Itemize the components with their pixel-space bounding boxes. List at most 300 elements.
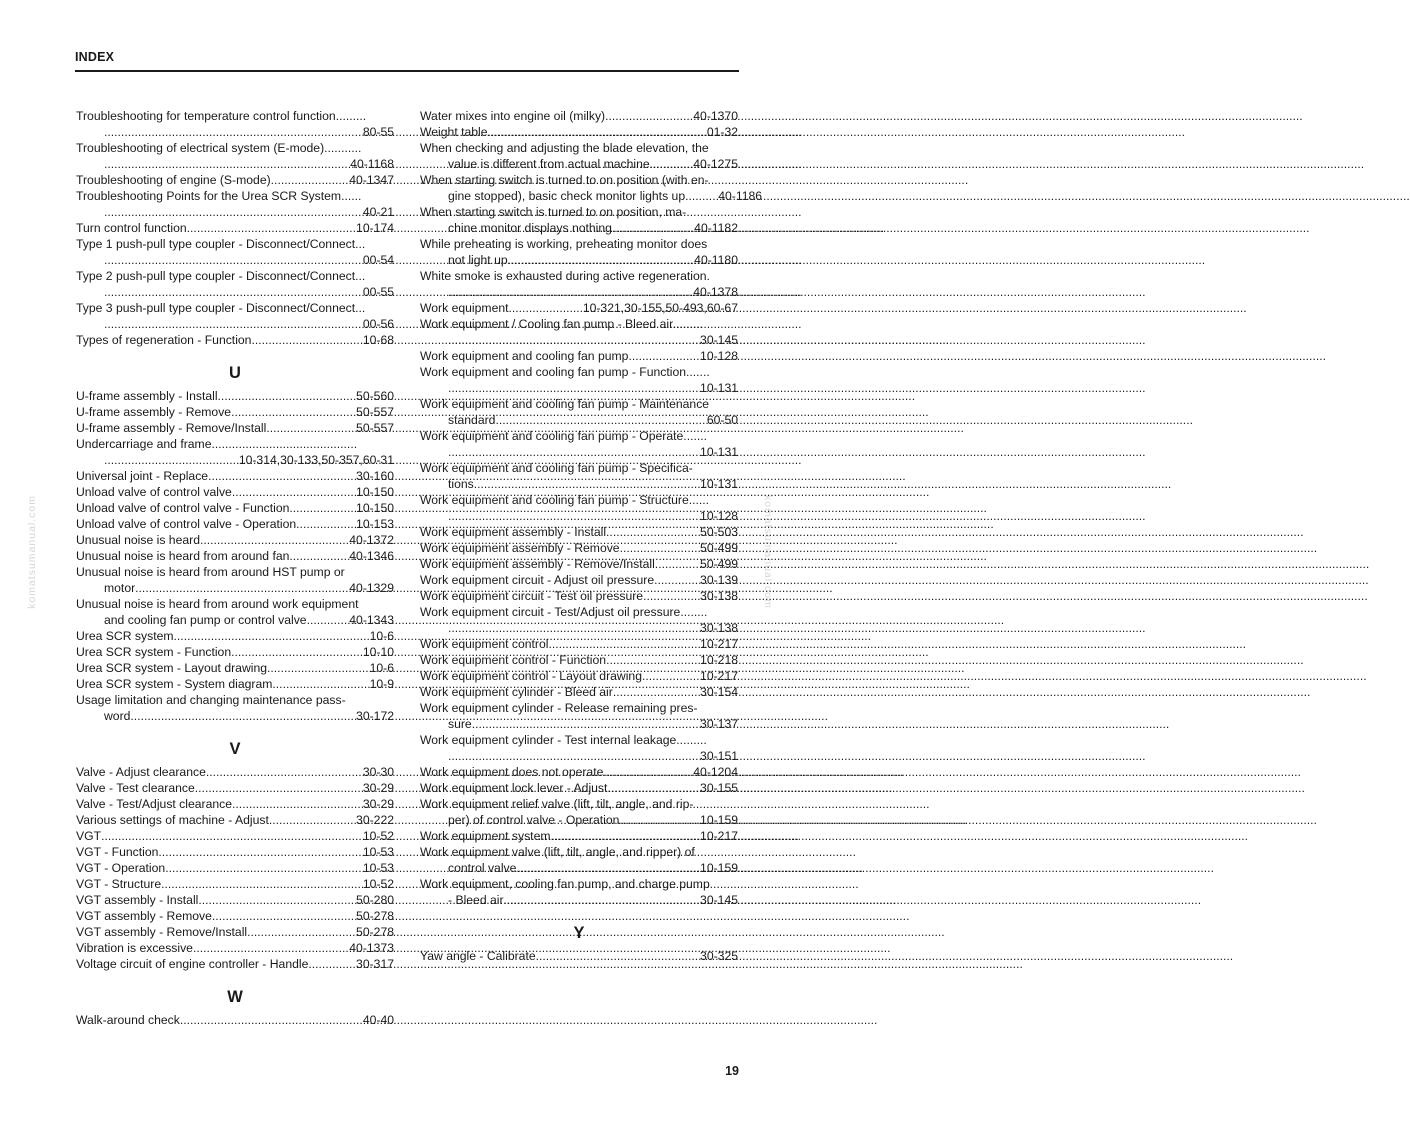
entry-line (420, 444, 738, 460)
index-entry (76, 420, 394, 436)
entry-text: VGT - Function (76, 845, 159, 859)
index-entry (76, 780, 394, 796)
entry-line: Work equipment and cooling fan pump - Specifica- (420, 461, 693, 475)
entry-line (420, 268, 738, 284)
index-entry (76, 628, 394, 644)
dot-leader (272, 676, 369, 692)
dot-leader (208, 468, 356, 484)
entry-line (76, 644, 394, 660)
page-reference: 10-174 (356, 221, 394, 235)
entry-line (420, 588, 738, 604)
page-reference: 40-1372 (349, 533, 394, 547)
entry-line (420, 188, 763, 204)
page-reference: 10-131 (700, 381, 738, 395)
page-reference: 30-30 (362, 765, 394, 779)
index-entry (76, 596, 394, 628)
entry-line (76, 388, 394, 404)
index-entry (76, 564, 394, 596)
index-entry (420, 140, 738, 172)
index-entry (420, 652, 738, 668)
page-number: 19 (725, 1064, 739, 1078)
dot-leader (206, 764, 363, 780)
page-reference: 10-131 (700, 445, 738, 459)
index-entry (76, 532, 394, 548)
page-reference: 10-52 (362, 829, 394, 843)
index-entry (76, 1012, 394, 1028)
dot-leader (670, 588, 700, 604)
entry-text: Unusual noise is heard (76, 533, 200, 547)
entry-line (76, 956, 394, 972)
entry-text: Work equipment control (420, 637, 549, 651)
dot-leader (613, 684, 700, 700)
entry-text: VGT - Structure (76, 877, 162, 891)
index-entry (420, 124, 738, 140)
entry-text: Troubleshooting Points for the Urea SCR System...... (76, 189, 362, 203)
dot-leader (104, 452, 239, 468)
dot-leader (161, 876, 363, 892)
page-reference: 10-217 (700, 829, 738, 843)
dot-leader (448, 284, 693, 300)
entry-text: motor (104, 581, 136, 595)
page-reference: 10-10 (362, 645, 394, 659)
entry-line (76, 236, 394, 252)
dot-leader (536, 948, 700, 964)
entry-text: U-frame assembly - Install (76, 389, 218, 403)
entry-text: VGT assembly - Install (76, 893, 199, 907)
entry-line (420, 604, 738, 620)
entry-text: Various settings of machine - Adjust (76, 813, 269, 827)
page-reference: 30-138 (700, 621, 738, 635)
dot-leader (606, 652, 700, 668)
index-entry (420, 300, 738, 316)
entry-text: Types of regeneration - Function (76, 333, 252, 347)
entry-line: When checking and adjusting the blade elevation, the (420, 141, 709, 155)
dot-leader (551, 828, 701, 844)
index-entry (420, 524, 738, 540)
entry-text: Work equipment and cooling fan pump - Operate....... (420, 429, 708, 443)
dot-leader (135, 580, 349, 596)
index-entry (76, 140, 394, 172)
entry-text: Work equipment control - Layout drawing........ (420, 669, 670, 683)
index-entry (76, 796, 394, 812)
dot-leader (606, 524, 700, 540)
dot-leader (180, 1012, 363, 1028)
entry-text: VGT - Operation (76, 861, 166, 875)
page-reference: 10-153 (356, 517, 394, 531)
dot-leader (212, 908, 356, 924)
entry-text: Undercarriage and frame........................................... (76, 437, 358, 451)
page-reference: 30-145 (700, 893, 738, 907)
index-entry (76, 220, 394, 236)
page-reference: 80-55 (362, 125, 394, 139)
dot-leader (549, 300, 583, 316)
index-entry (420, 764, 738, 780)
dot-leader (101, 828, 363, 844)
dot-leader (603, 764, 693, 780)
entry-line (76, 580, 394, 596)
entry-text: tions (448, 477, 474, 491)
page-reference: 00-55 (362, 285, 394, 299)
entry-text: Work equipment............ (420, 301, 550, 315)
dot-leader (174, 628, 370, 644)
entry-line (76, 780, 394, 796)
page-reference: 30-160 (356, 469, 394, 483)
entry-line (420, 364, 738, 380)
entry-text: Yaw angle - Calibrate (420, 949, 536, 963)
section-letter: V (229, 740, 241, 758)
index-entry (76, 860, 394, 876)
index-entry (420, 604, 738, 636)
page-reference: 10-68 (362, 333, 394, 347)
entry-line (76, 436, 394, 452)
entry-text: Work equipment assembly - Install (420, 525, 607, 539)
entry-line (76, 284, 394, 300)
page-reference: 30-145 (700, 333, 738, 347)
page-reference: 10-217 (700, 669, 738, 683)
entry-line (76, 1012, 394, 1028)
dot-leader (628, 348, 700, 364)
entry-line (420, 524, 738, 540)
page-reference: 10-9 (369, 677, 394, 691)
index-entry (76, 644, 394, 660)
dot-leader (296, 516, 356, 532)
entry-line: Work equipment cylinder - Release remaining pres- (420, 701, 698, 715)
index-column-left (76, 108, 394, 1028)
entry-line (76, 124, 394, 140)
entry-text: Troubleshooting of engine (S-mode) (76, 173, 271, 187)
index-entry (76, 660, 394, 676)
entry-line (420, 300, 738, 316)
page-reference: 30-151 (700, 749, 738, 763)
index-entry (76, 404, 394, 420)
dot-leader (251, 332, 362, 348)
index-entry (420, 700, 738, 732)
entry-line (76, 452, 394, 468)
entry-text: Weight table (420, 125, 488, 139)
dot-leader (289, 500, 356, 516)
page-reference: 40-21 (362, 205, 394, 219)
index-entry (420, 364, 738, 396)
dot-leader (325, 956, 356, 972)
dot-leader (232, 796, 363, 812)
entry-text: VGT assembly - Remove (76, 909, 212, 923)
page-reference: 50-560 (356, 389, 394, 403)
dot-leader (104, 124, 363, 140)
index-entry (420, 492, 738, 524)
page-reference: 10-6 (369, 661, 394, 675)
entry-line (76, 628, 394, 644)
page-reference: 01-32 (706, 125, 738, 139)
entry-text: Type 1 push-pull type coupler - Disconnect/Connect... (76, 237, 366, 251)
entry-line (420, 348, 738, 364)
page-reference: 40-1275 (693, 157, 738, 171)
entry-line (420, 412, 738, 428)
entry-text: Type 2 push-pull type coupler - Disconnect/Connect... (76, 269, 366, 283)
dot-leader (495, 412, 706, 428)
entry-text: Work equipment circuit - Adjust oil pressure..... (420, 573, 672, 587)
entry-line: Work equipment and cooling fan pump - Maintenance (420, 397, 710, 411)
page-reference: 10-321,30-155,50-493,60-67 (582, 301, 738, 315)
dot-leader (130, 708, 356, 724)
index-entry (420, 268, 738, 300)
page-reference: 40-1343 (349, 613, 394, 627)
entry-text: Work equipment assembly - Remove (420, 541, 620, 555)
entry-line (76, 108, 394, 124)
entry-line (76, 548, 394, 564)
entry-line (420, 108, 738, 124)
entry-line (420, 124, 738, 140)
entry-line (420, 492, 738, 508)
index-entry (420, 556, 738, 572)
dot-leader (232, 484, 356, 500)
entry-line (420, 780, 738, 796)
dot-leader (672, 556, 700, 572)
dot-leader (448, 444, 700, 460)
section-letter: Y (573, 924, 585, 942)
entry-text: White smoke is exhausted during active regeneration. (420, 269, 710, 283)
index-entry (420, 588, 738, 604)
page-reference: 10-159 (700, 861, 738, 875)
index-entry (76, 764, 394, 780)
entry-line (76, 220, 394, 236)
page-reference: 10-150 (356, 485, 394, 499)
dot-leader (104, 156, 350, 172)
page-reference: 30-139 (700, 573, 738, 587)
entry-line: When starting switch is turned to on position, ma- (420, 205, 687, 219)
dot-leader (671, 572, 700, 588)
entry-line (76, 516, 394, 532)
entry-text: Work equipment and cooling fan pump - Structure...... (420, 493, 710, 507)
entry-text: Turn control function (76, 221, 187, 235)
watermark-left: komatsumanual.com (26, 495, 38, 609)
index-entry (76, 300, 394, 332)
entry-text: VGT (76, 829, 102, 843)
index-entry (420, 428, 738, 460)
index-entry (420, 844, 738, 876)
index-entry (420, 828, 738, 844)
entry-line (420, 428, 738, 444)
index-entry (420, 572, 738, 588)
entry-line: When starting switch is turned to on position (with en- (420, 173, 709, 187)
dot-leader (448, 508, 700, 524)
index-entry (420, 540, 738, 556)
page-reference: 50-557 (356, 405, 394, 419)
entry-line (76, 764, 394, 780)
dot-leader (271, 172, 350, 188)
entry-line (76, 892, 394, 908)
dot-leader (231, 644, 363, 660)
page-reference: 50-499 (700, 557, 738, 571)
entry-line (420, 892, 738, 908)
entry-line (76, 468, 394, 484)
entry-line (420, 220, 738, 236)
page-reference: 10-217 (700, 637, 738, 651)
dot-leader (307, 612, 350, 628)
entry-line (76, 316, 394, 332)
entry-line (76, 876, 394, 892)
entry-line (76, 156, 394, 172)
entry-line (420, 652, 738, 668)
entry-line (420, 156, 738, 172)
entry-text: standard (448, 413, 496, 427)
entry-line (420, 764, 738, 780)
index-entry (420, 348, 738, 364)
dot-leader (607, 780, 700, 796)
entry-line (420, 252, 738, 268)
entry-text: Valve - Adjust clearance (76, 765, 206, 779)
entry-text: Universal joint - Replace (76, 469, 209, 483)
entry-text: Valve - Test clearance (76, 781, 195, 795)
page-header (75, 48, 739, 72)
entry-line (76, 500, 394, 516)
entry-text: Water mixes into engine oil (milky) (420, 109, 606, 123)
entry-text: Voltage circuit of engine controller - Handle..... (76, 957, 326, 971)
page-reference: 10-131 (700, 477, 738, 491)
index-entry (420, 948, 738, 964)
index-entry (76, 828, 394, 844)
entry-text: Work equipment cylinder - Test internal leakage......... (420, 733, 707, 747)
watermark-right: komatsumanual.com (762, 495, 774, 609)
dot-leader (448, 332, 700, 348)
page-reference: 30-155 (700, 781, 738, 795)
index-entry (76, 172, 394, 188)
index-entry (76, 236, 394, 268)
dot-leader (195, 780, 363, 796)
entry-line (420, 284, 738, 300)
index-entry (420, 796, 738, 828)
entry-text: Vibration is excessive (76, 941, 193, 955)
page-reference: 40-1180 (694, 253, 738, 267)
page-reference: 30-138 (700, 589, 738, 603)
page-reference: 50-278 (356, 925, 394, 939)
entry-text: and cooling fan pump or control valve (104, 613, 307, 627)
dot-leader (508, 252, 695, 268)
entry-line (420, 316, 738, 332)
page-reference: 50-280 (356, 893, 394, 907)
dot-leader (165, 860, 363, 876)
dot-leader (548, 636, 700, 652)
page-reference: 10-53 (362, 845, 394, 859)
index-entry (420, 396, 738, 428)
entry-line (76, 860, 394, 876)
page-reference: 30-172 (356, 709, 394, 723)
entry-line (420, 508, 738, 524)
entry-text: sure (448, 717, 472, 731)
page-reference: 40-1168 (350, 157, 394, 171)
page-reference: 00-54 (362, 253, 394, 267)
entry-text: Work equipment and cooling fan pump (420, 349, 629, 363)
index-entry (76, 188, 394, 220)
dot-leader (104, 316, 363, 332)
page-reference: 10-53 (362, 861, 394, 875)
dot-leader (200, 532, 349, 548)
entry-line (420, 668, 738, 684)
index-entry (76, 548, 394, 564)
page-reference: 40-1378 (693, 285, 738, 299)
page-reference: 10-159 (700, 813, 738, 827)
page-reference: 40-1204 (693, 765, 738, 779)
entry-line (76, 844, 394, 860)
entry-text: Work equipment circuit - Test/Adjust oil pressure........ (420, 605, 708, 619)
dot-leader (198, 892, 356, 908)
entry-line (420, 380, 738, 396)
section-letter: W (227, 988, 243, 1006)
entry-line: While preheating is working, preheating monitor does (420, 237, 708, 251)
entry-line (420, 572, 738, 588)
entry-line (76, 940, 394, 956)
index-entry (420, 172, 763, 204)
index-entry (76, 956, 394, 972)
entry-text: Urea SCR system - Function (76, 645, 232, 659)
entry-line (76, 188, 394, 204)
entry-text: U-frame assembly - Remove/Install (76, 421, 267, 435)
entry-text: Unusual noise is heard from around fan (76, 549, 290, 563)
entry-line (76, 268, 394, 284)
entry-text: Unload valve of control valve - Operation (76, 517, 297, 531)
entry-text: per) of control valve - Operation (448, 813, 620, 827)
dot-leader (472, 716, 700, 732)
page-reference: 40-1346 (349, 549, 394, 563)
page-reference: 00-56 (362, 317, 394, 331)
index-entry (420, 876, 738, 908)
dot-leader (104, 204, 363, 220)
entry-line (420, 684, 738, 700)
dot-leader (193, 940, 349, 956)
entry-line (76, 300, 394, 316)
entry-line (76, 484, 394, 500)
entry-line (76, 204, 394, 220)
index-entry (76, 676, 394, 692)
entry-line (76, 676, 394, 692)
dot-leader (269, 812, 356, 828)
entry-text: - Bleed air (448, 893, 504, 907)
page-reference: 40-1182 (694, 221, 738, 235)
dot-leader (474, 476, 700, 492)
page-reference: 30-137 (700, 717, 738, 731)
index-entry (76, 268, 394, 300)
entry-line (76, 908, 394, 924)
entry-line (76, 420, 394, 436)
entry-text: U-frame assembly - Remove (76, 405, 232, 419)
dot-leader (104, 284, 363, 300)
dot-leader (158, 844, 362, 860)
page-reference: 30-29 (362, 797, 394, 811)
entry-text: Work equipment control - Function (420, 653, 607, 667)
entry-text: Work equipment assembly - Remove/Install..... (420, 557, 672, 571)
entry-line (420, 636, 738, 652)
entry-line (76, 332, 394, 348)
section-letter: U (229, 364, 241, 382)
dot-leader (448, 620, 700, 636)
page-reference: 10-150 (356, 501, 394, 515)
entry-line (420, 716, 738, 732)
index-entry (420, 236, 738, 268)
entry-line: Unusual noise is heard from around HST pump or (76, 565, 345, 579)
dot-leader (620, 540, 700, 556)
entry-line (76, 172, 394, 188)
dot-leader (669, 668, 700, 684)
index-entry (76, 108, 394, 140)
index-entry (76, 924, 394, 940)
dot-leader (516, 860, 700, 876)
entry-text: not light up (448, 253, 508, 267)
entry-text: Troubleshooting of electrical system (E-mode)........... (76, 141, 362, 155)
entry-text: chine monitor displays nothing (448, 221, 612, 235)
entry-line (420, 332, 738, 348)
page-reference: 40-1186 (718, 189, 763, 203)
page-reference: 10-218 (700, 653, 738, 667)
entry-line (76, 140, 394, 156)
